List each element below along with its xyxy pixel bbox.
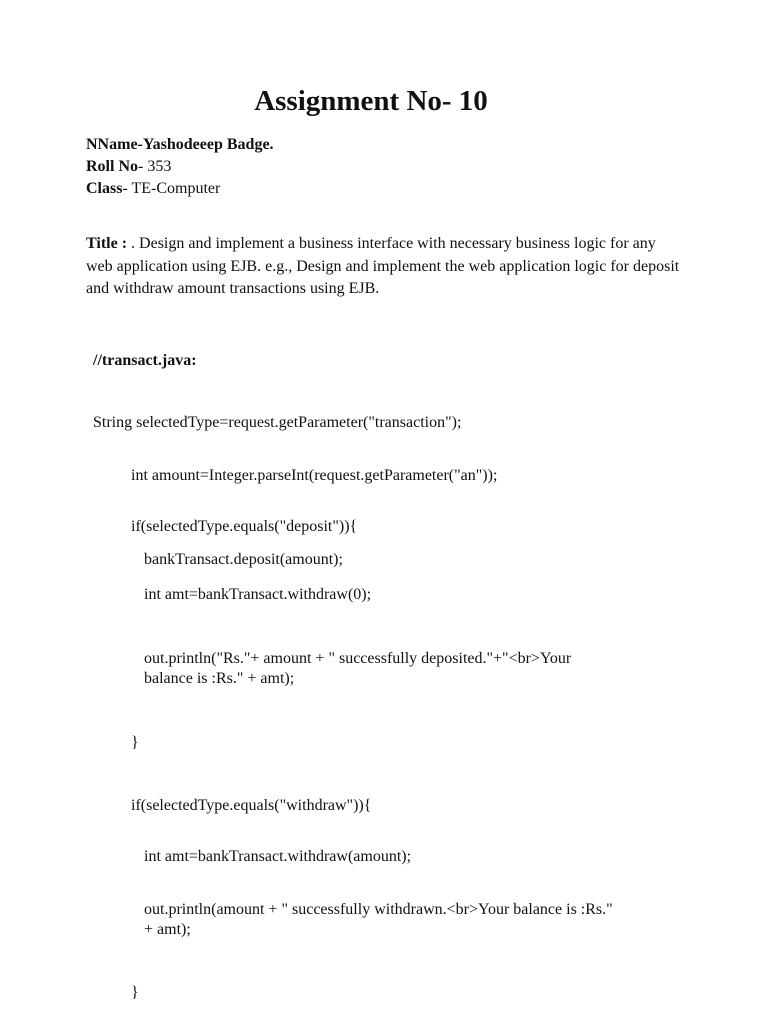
roll-number-line (86, 156, 171, 178)
roll-number-value: - 353 (138, 158, 172, 175)
class-line (86, 178, 220, 200)
code-line: bankTransact.deposit(amount); (144, 551, 343, 568)
page-title: Assignment No- 10 (254, 85, 488, 117)
code-line: String selectedType=request.getParameter("transaction"); (93, 414, 462, 431)
code-line: } (131, 734, 139, 751)
code-line: if(selectedType.equals("deposit")){ (131, 518, 358, 535)
title-label: Title : (86, 235, 132, 252)
file-comment: //transact.java: (93, 352, 197, 369)
code-line: } (131, 984, 139, 1001)
class-value: - TE-Computer (122, 180, 221, 197)
roll-number-label: Roll No (86, 158, 138, 175)
code-line: out.println("Rs."+ amount + " successfully deposited."+"<br>Your (144, 650, 572, 667)
code-line: int amount=Integer.parseInt(request.getParameter("an")); (131, 467, 498, 484)
code-line: + amt); (144, 921, 191, 938)
title-text: . Design and implement a business interface with necessary business logic for any web application using EJB. e.g., Design and implement the web application logic for deposit and withdraw amount transactions using EJB. (86, 235, 680, 297)
class-label: Class (86, 180, 123, 197)
student-name: NName-Yashodeeep Badge. (86, 136, 274, 153)
code-line: int amt=bankTransact.withdraw(amount); (144, 848, 412, 865)
code-line: if(selectedType.equals("withdraw")){ (131, 797, 372, 814)
assignment-title (86, 233, 686, 301)
code-line: balance is :Rs." + amt); (144, 670, 295, 687)
code-line: int amt=bankTransact.withdraw(0); (144, 586, 372, 603)
code-line: out.println(amount + " successfully withdrawn.<br>Your balance is :Rs." (144, 901, 613, 918)
